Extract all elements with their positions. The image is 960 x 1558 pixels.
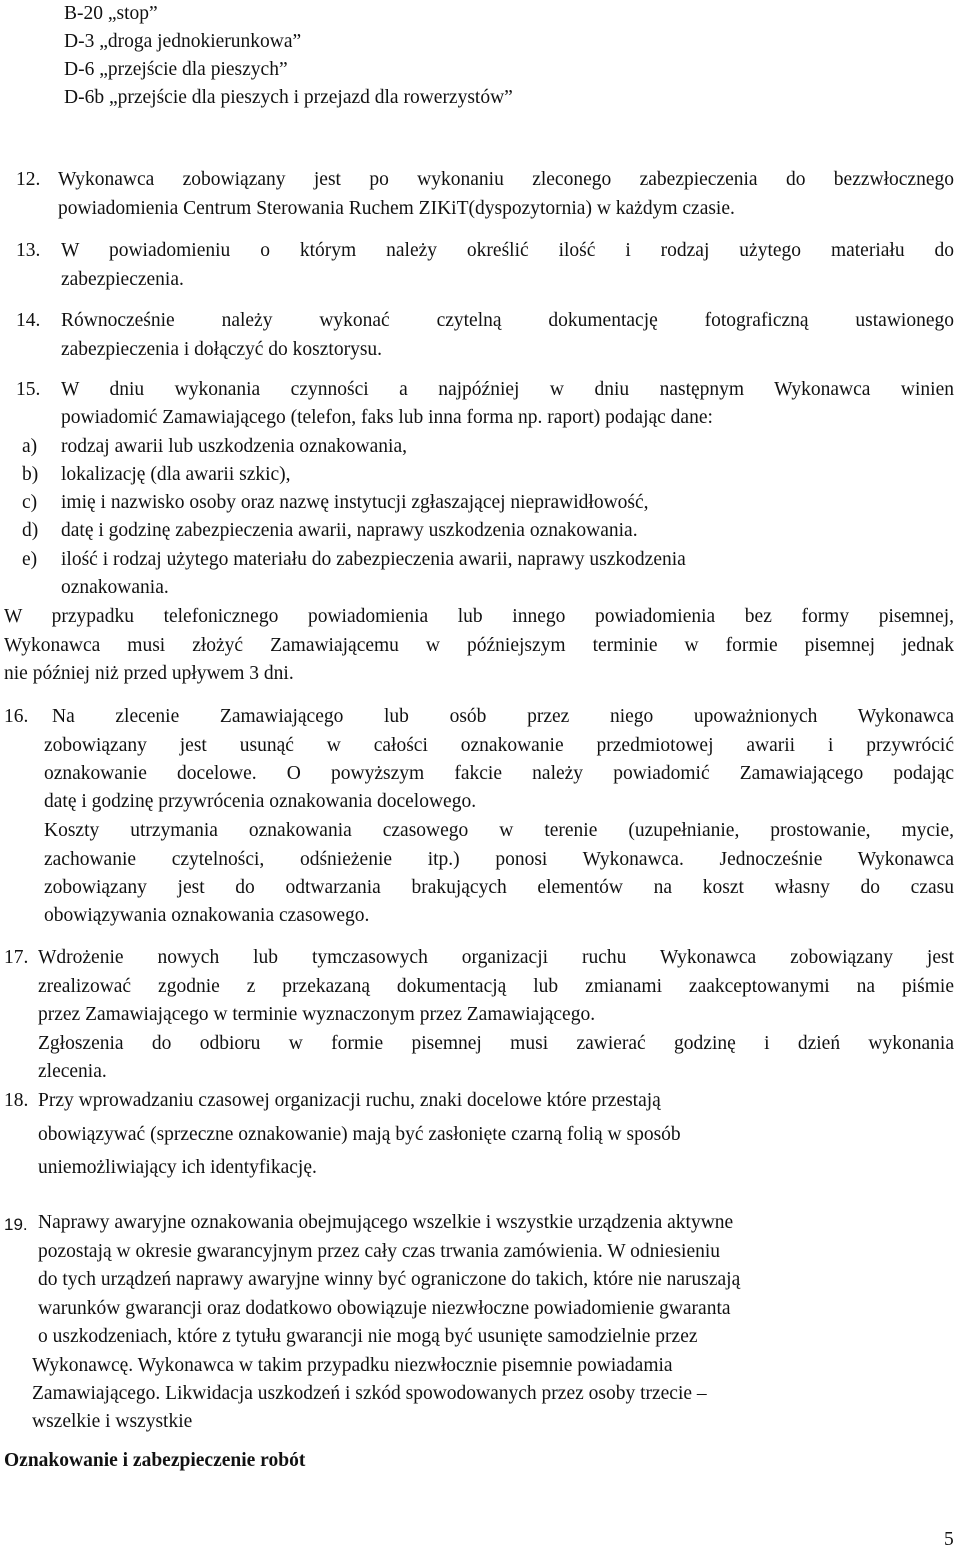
item-19-line: warunków gwarancji oraz dodatkowo obowiązuje niezwłoczne powiadomienie gwaranta [38,1298,731,1319]
item-17-line: Zgłoszenia do odbioru w formie pisemnej musi zawierać godzinę i dzień wykonania [38,1033,954,1054]
item-19-line: pozostają w okresie gwarancyjnym przez cały czas trwania zamówienia. W odniesieniu [38,1241,721,1262]
list-letter: e) [22,549,38,570]
item-17-line: Wdrożenie nowych lub tymczasowych organizacji ruchu Wykonawca zobowiązany jest [38,947,954,968]
item-18-line: obowiązywać (sprzeczne oznakowanie) mają być zasłonięte czarną folią w sposób [38,1124,681,1145]
item-17-line: przez Zamawiającego w terminie wyznaczonym przez Zamawiającego. [38,1004,596,1025]
item-13-line: W powiadomieniu o którym należy określić ilość i rodzaj użytego materiału do [61,240,954,261]
item-number: 18. [4,1090,29,1111]
list-item: imię i nazwisko osoby oraz nazwę instytucji zgłaszającej nieprawidłowość, [61,492,649,513]
list-letter: b) [22,464,39,485]
item-number: 14. [16,310,41,331]
item-14-line: Równocześnie należy wykonać czytelną dokumentację fotograficzną ustawionego [61,310,954,331]
list-item: ilość i rodzaj użytego materiału do zabezpieczenia awarii, naprawy uszkodzenia [61,549,686,570]
item-16-line: Koszty utrzymania oznakowania czasowego w terenie (uzupełnianie, prostowanie, mycie, [44,820,954,841]
item-16-line: datę i godzinę przywrócenia oznakowania docelowego. [44,791,477,812]
sign-list-item: D-6 „przejście dla pieszych” [64,59,288,80]
item-15-line: W dniu wykonania czynności a najpóźniej w dniu następnym Wykonawca winien [61,379,954,400]
paragraph-line: W przypadku telefonicznego powiadomienia lub innego powiadomienia bez formy pisemnej, [4,606,954,627]
section-heading: Oznakowanie i zabezpieczenie robót [4,1450,306,1471]
item-14-line: zabezpieczenia i dołączyć do kosztorysu. [61,339,383,360]
item-19-line: o uszkodzeniach, które z tytułu gwarancji nie mogą być usunięte samodzielnie przez [38,1326,698,1347]
paragraph-line: nie później niż przed upływem 3 dni. [4,663,294,684]
page-number: 5 [944,1529,954,1550]
item-19-line: wszelkie i wszystkie [32,1411,193,1432]
item-number: 16. [4,706,29,727]
item-16-line: zobowiązany jest do odtwarzania brakujących elementów na koszt własny do czasu [44,877,954,898]
item-19-line: Naprawy awaryjne oznakowania obejmującego wszelkie i wszystkie urządzenia aktywne [38,1212,734,1233]
item-16-line: oznakowanie docelowe. O powyższym fakcie należy powiadomić Zamawiającego podając [44,763,954,784]
item-16-line: zachowanie czytelności, odśnieżenie itp.) ponosi Wykonawca. Jednocześnie Wykonawca [44,849,954,870]
sign-list-item: D-6b „przejście dla pieszych i przejazd dla rowerzystów” [64,87,513,108]
paragraph-line: Wykonawca musi złożyć Zamawiającemu w późniejszym terminie w formie pisemnej jednak [4,635,954,656]
list-item: datę i godzinę zabezpieczenia awarii, naprawy uszkodzenia oznakowania. [61,520,638,541]
item-16-line: zobowiązany jest usunąć w całości oznakowanie przedmiotowej awarii i przywrócić [44,735,954,756]
item-19-line: Wykonawcę. Wykonawca w takim przypadku niezwłocznie pisemnie powiadamia [32,1355,673,1376]
list-letter: c) [22,492,38,513]
item-16-line: Na zlecenie Zamawiającego lub osób przez niego upoważnionych Wykonawca [52,706,954,727]
list-item: rodzaj awarii lub uszkodzenia oznakowania, [61,436,407,457]
item-19-line: Zamawiającego. Likwidacja uszkodzeń i szkód spowodowanych przez osoby trzecie – [32,1383,707,1404]
item-number: 17. [4,947,29,968]
item-number: 19. [4,1215,28,1234]
item-number: 13. [16,240,41,261]
item-number: 15. [16,379,41,400]
sign-list-item: B-20 „stop” [64,3,158,24]
item-15-line: powiadomić Zamawiającego (telefon, faks lub inna forma np. raport) podając dane: [61,407,713,428]
item-13-line: zabezpieczenia. [61,269,184,290]
item-12-line: powiadomienia Centrum Sterowania Ruchem ZIKiT(dyspozytornia) w każdym czasie. [58,198,735,219]
item-18-line: uniemożliwiający ich identyfikację. [38,1157,317,1178]
sign-list-item: D-3 „droga jednokierunkowa” [64,31,302,52]
item-12-line: Wykonawca zobowiązany jest po wykonaniu zleconego zabezpieczenia do bezzwłocznego [58,169,954,190]
list-item: lokalizację (dla awarii szkic), [61,464,291,485]
item-17-line: zrealizować zgodnie z przekazaną dokumentacją lub zmianami zaakceptowanymi na piśmie [38,976,954,997]
item-number: 12. [16,169,41,190]
item-19-line: do tych urządzeń naprawy awaryjne winny być ograniczone do takich, które nie naruszają [38,1269,741,1290]
item-17-line: zlecenia. [38,1061,107,1082]
list-item-continuation: oznakowania. [61,577,169,598]
list-letter: a) [22,436,38,457]
item-16-line: obowiązywania oznakowania czasowego. [44,905,370,926]
list-letter: d) [22,520,39,541]
item-18-line: Przy wprowadzaniu czasowej organizacji ruchu, znaki docelowe które przestają [38,1090,661,1111]
